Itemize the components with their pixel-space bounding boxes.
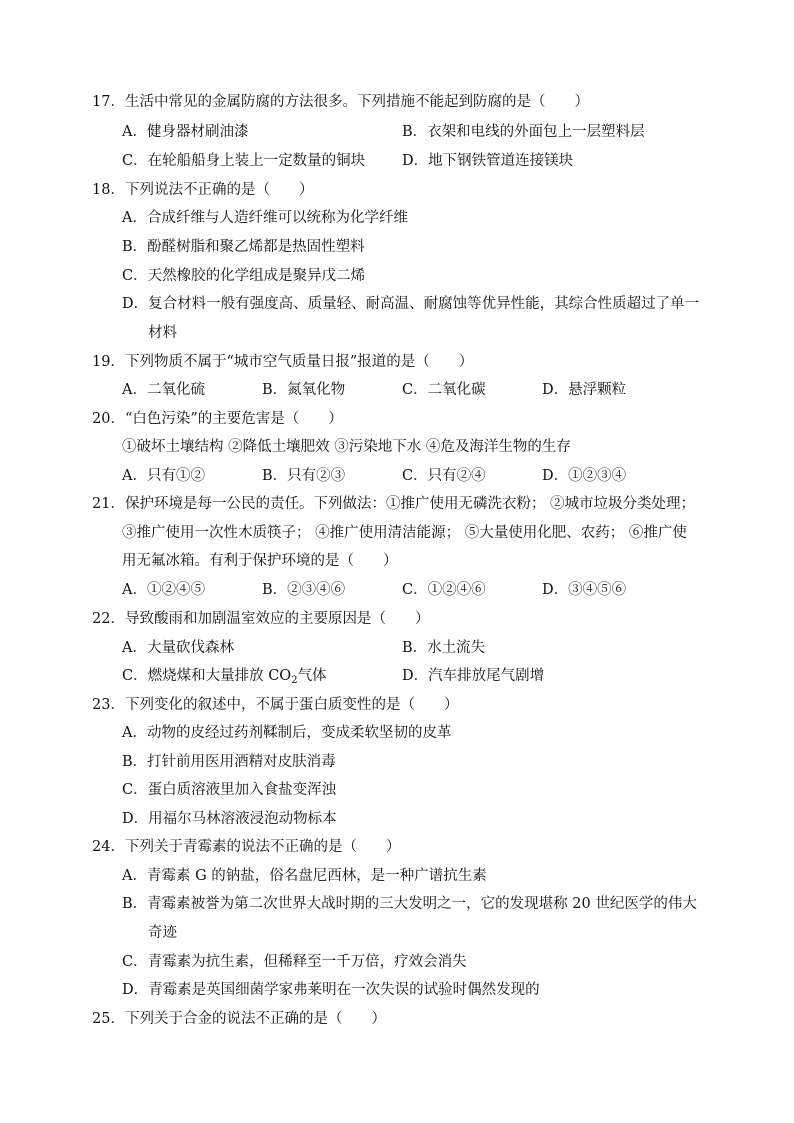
- question-17-option-c: C．在轮船船身上装上一定数量的铜块: [122, 153, 366, 169]
- question-17-stem: 17．生活中常见的金属防腐的方法很多。下列措施不能起到防腐的是（ ）: [92, 94, 589, 110]
- question-23-option-b: B．打针前用医用酒精对皮肤消毒: [122, 754, 336, 770]
- question-21-stem-line3: 用无氟冰箱。有利于保护环境的是（ ）: [122, 553, 398, 569]
- question-24-option-c: C．青霉素为抗生素，但稀释至一千万倍，疗效会消失: [122, 954, 467, 970]
- question-20-items: ①破坏土壤结构 ②降低土壤肥效 ③污染地下水 ④危及海洋生物的生存: [122, 439, 571, 455]
- question-22-option-d: D．汽车排放尾气剧增: [402, 668, 545, 684]
- question-18-option-b: B．酚醛树脂和聚乙烯都是热固性塑料: [122, 239, 365, 255]
- question-22-option-a: A．大量砍伐森林: [122, 640, 234, 656]
- question-18-option-d: D．复合材料一般有强度高、质量轻、耐高温、耐腐蚀等优异性能，其综合性质超过了单一: [122, 296, 700, 312]
- question-21-option-b: B．②③④⑥: [262, 582, 346, 598]
- question-19-option-a: A．二氧化硫: [122, 382, 205, 398]
- question-19-option-d: D．悬浮颗粒: [542, 382, 627, 398]
- question-23-option-c: C．蛋白质溶液里加入食盐变浑浊: [122, 782, 337, 798]
- co2-subscript: 2: [291, 675, 298, 686]
- question-24-stem: 24．下列关于青霉素的说法不正确的是（ ）: [92, 839, 401, 855]
- question-23-option-a: A．动物的皮经过药剂鞣制后，变成柔软坚韧的皮革: [122, 725, 452, 741]
- question-19-stem: 19．下列物质不属于“城市空气质量日报”报道的是（ ）: [92, 354, 474, 370]
- question-22-option-c-text: C．燃烧煤和大量排放 CO: [122, 668, 292, 684]
- question-22-option-c: [122, 666, 327, 686]
- question-20-option-a: A．只有①②: [122, 468, 205, 484]
- question-19-option-b: B．氮氧化物: [262, 382, 346, 398]
- question-22-option-c-tail: 气体: [297, 668, 327, 684]
- question-21-option-c: C．①②④⑥: [402, 582, 486, 598]
- question-17-option-d: D．地下钢铁管道连接镁块: [402, 153, 574, 169]
- question-20-option-c: C．只有②④: [402, 468, 486, 484]
- question-22-stem: 22．导致酸雨和加剧温室效应的主要原因是（ ）: [92, 611, 430, 627]
- question-18-option-c: C．天然橡胶的化学组成是聚异戊二烯: [122, 268, 366, 284]
- question-23-stem: 23．下列变化的叙述中，不属于蛋白质变性的是（ ）: [92, 697, 459, 713]
- question-25-stem: 25．下列关于合金的说法不正确的是（ ）: [92, 1011, 386, 1027]
- question-20-option-d: D．①②③④: [542, 468, 627, 484]
- question-24-option-b-cont: 奇迹: [148, 925, 177, 941]
- question-18-option-d-cont: 材料: [148, 325, 177, 341]
- question-21-option-a: A．①②④⑤: [122, 582, 205, 598]
- question-17-option-b: B．衣架和电线的外面包上一层塑料层: [402, 124, 645, 140]
- question-24-option-d: D．青霉素是英国细菌学家弗莱明在一次失误的试验时偶然发现的: [122, 982, 540, 998]
- question-18-stem: 18．下列说法不正确的是（ ）: [92, 182, 314, 198]
- question-21-option-d: D．③④⑤⑥: [542, 582, 627, 598]
- question-23-option-d: D．用福尔马林溶液浸泡动物标本: [122, 811, 337, 827]
- question-20-option-b: B．只有②③: [262, 468, 346, 484]
- question-21-stem: 21．保护环境是每一公民的责任。下列做法：①推广使用无磷洗衣粉； ②城市垃圾分类处理；: [92, 496, 696, 512]
- question-21-stem-line2: ③推广使用一次性木质筷子； ④推广使用清洁能源； ⑤大量使用化肥、农药； ⑥推广使: [122, 525, 687, 541]
- question-22-option-b: B．水土流失: [402, 640, 486, 656]
- question-19-option-c: C．二氧化碳: [402, 382, 486, 398]
- question-17-option-a: A．健身器材刷油漆: [122, 124, 249, 140]
- question-18-option-a: A．合成纤维与人造纤维可以统称为化学纤维: [122, 210, 408, 226]
- question-24-option-b: B．青霉素被誉为第二次世界大战时期的三大发明之一，它的发现堪称 20 世纪医学的伟大: [122, 896, 697, 912]
- question-24-option-a: A．青霉素 G 的钠盐，俗名盘尼西林，是一种广谱抗生素: [122, 868, 487, 884]
- question-20-stem: 20．“白色污染”的主要危害是（ ）: [92, 411, 343, 427]
